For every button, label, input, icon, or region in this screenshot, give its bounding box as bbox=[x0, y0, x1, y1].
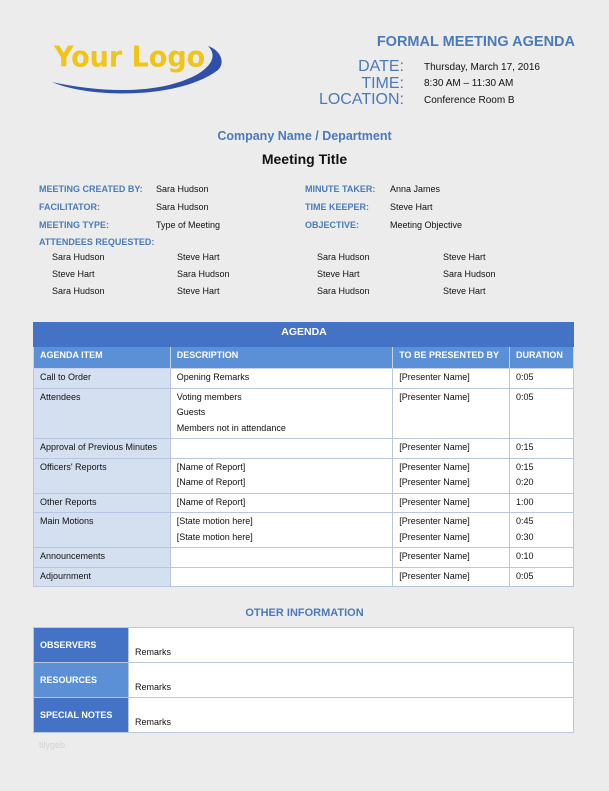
description-cell-line: Opening Remarks bbox=[176, 372, 250, 382]
duration-cell-line: 1:00 bbox=[515, 496, 534, 507]
attendee: Steve Hart bbox=[177, 286, 220, 296]
column-header-duration: DURATION bbox=[509, 347, 573, 369]
attendee: Steve Hart bbox=[317, 269, 360, 279]
created-by-label: MEETING CREATED BY: bbox=[39, 184, 143, 194]
agenda-item-text: Adjournment bbox=[40, 570, 92, 581]
description-cell bbox=[170, 513, 392, 548]
presenter-cell bbox=[393, 439, 510, 459]
description-cell bbox=[170, 369, 392, 389]
agenda-item-text: Attendees bbox=[40, 391, 81, 402]
presenter-cell-line: [Presenter Name] bbox=[399, 477, 470, 487]
table-row bbox=[34, 513, 574, 548]
attendee: Sara Hudson bbox=[443, 269, 496, 279]
presenter-cell bbox=[393, 567, 510, 587]
duration-cell bbox=[509, 567, 573, 587]
description-cell bbox=[170, 388, 392, 439]
meeting-type-label: MEETING TYPE: bbox=[39, 220, 110, 230]
duration-cell-line: 0:05 bbox=[515, 570, 534, 581]
attendee: Steve Hart bbox=[443, 252, 486, 262]
special-notes-label: SPECIAL NOTES bbox=[34, 698, 129, 733]
header-detail-labels bbox=[318, 58, 414, 109]
presenter-cell-line: [Presenter Name] bbox=[399, 516, 470, 526]
time-keeper-value: Steve Hart bbox=[390, 202, 433, 212]
agenda-item-cell bbox=[34, 388, 171, 439]
presenter-cell bbox=[393, 458, 510, 493]
duration-cell-line: 0:15 bbox=[515, 461, 534, 472]
description-cell-line: [State motion here] bbox=[176, 531, 253, 542]
agenda-item-text: Other Reports bbox=[40, 496, 97, 507]
other-info-row bbox=[34, 663, 574, 698]
agenda-item-cell bbox=[34, 493, 171, 513]
duration-cell bbox=[509, 493, 573, 513]
agenda-item-cell bbox=[34, 567, 171, 587]
time-label: TIME: bbox=[361, 74, 404, 92]
attendee: Sara Hudson bbox=[52, 286, 105, 296]
table-row bbox=[34, 458, 574, 493]
agenda-item-cell bbox=[34, 548, 171, 568]
agenda-item-text: Officers' Reports bbox=[40, 461, 107, 472]
column-header-description: DESCRIPTION bbox=[170, 347, 392, 369]
table-row bbox=[34, 369, 574, 389]
minute-taker-label: MINUTE TAKER: bbox=[305, 184, 376, 194]
presenter-cell-line: [Presenter Name] bbox=[399, 496, 470, 507]
agenda-item-cell bbox=[34, 369, 171, 389]
description-cell bbox=[170, 567, 392, 587]
facilitator-value: Sara Hudson bbox=[156, 202, 209, 212]
facilitator-label: FACILITATOR: bbox=[39, 202, 100, 212]
attendee: Steve Hart bbox=[177, 252, 220, 262]
presenter-cell-line: [Presenter Name] bbox=[399, 551, 470, 561]
presenter-cell bbox=[393, 388, 510, 439]
duration-cell-line: 0:05 bbox=[515, 372, 534, 382]
column-header-agenda-item: AGENDA ITEM bbox=[34, 347, 171, 369]
document-title: FORMAL MEETING AGENDA bbox=[376, 34, 575, 50]
special-notes-remarks: Remarks bbox=[129, 698, 574, 733]
attendees-label: ATTENDEES REQUESTED: bbox=[39, 237, 155, 247]
time-value: 8:30 AM – 11:30 AM bbox=[424, 78, 514, 90]
attendee: Sara Hudson bbox=[317, 252, 370, 262]
table-row bbox=[34, 567, 574, 587]
duration-cell-line: 0:30 bbox=[515, 531, 534, 542]
agenda-rows bbox=[34, 369, 574, 587]
attendee: Sara Hudson bbox=[317, 286, 370, 296]
agenda-item-text: Main Motions bbox=[40, 516, 94, 526]
duration-cell-line: 0:15 bbox=[515, 442, 534, 452]
description-cell-line bbox=[177, 442, 387, 458]
duration-cell-line: 0:45 bbox=[515, 516, 534, 526]
agenda-item-cell bbox=[34, 439, 171, 459]
agenda-table bbox=[33, 322, 574, 587]
presenter-cell-line: [Presenter Name] bbox=[399, 531, 470, 542]
attendee: Steve Hart bbox=[52, 269, 95, 279]
objective-value: Meeting Objective bbox=[390, 220, 463, 230]
table-row bbox=[34, 493, 574, 513]
created-by-value: Sara Hudson bbox=[156, 184, 209, 194]
attendee: Sara Hudson bbox=[52, 252, 105, 262]
agenda-item-text: Call to Order bbox=[40, 372, 92, 382]
company-name: Company Name / Department bbox=[217, 129, 392, 143]
description-cell-line: Guests bbox=[176, 407, 206, 417]
observers-label: OBSERVERS bbox=[34, 628, 129, 663]
duration-cell bbox=[509, 369, 573, 389]
description-cell bbox=[170, 439, 392, 459]
agenda-item-text: Approval of Previous Minutes bbox=[40, 442, 158, 452]
agenda-item-text: Announcements bbox=[40, 551, 106, 561]
table-row bbox=[34, 388, 574, 439]
agenda-table-title: AGENDA bbox=[34, 323, 574, 347]
resources-remarks: Remarks bbox=[129, 663, 574, 698]
duration-cell-line: 0:05 bbox=[515, 391, 534, 402]
other-info-title: OTHER INFORMATION bbox=[245, 607, 364, 619]
description-cell-line: [Name of Report] bbox=[176, 461, 246, 472]
duration-cell-line: 0:20 bbox=[515, 477, 534, 487]
description-cell-line bbox=[177, 551, 387, 567]
description-cell bbox=[170, 493, 392, 513]
watermark: tilygeb bbox=[39, 740, 66, 750]
other-info-row bbox=[34, 698, 574, 733]
observers-remarks: Remarks bbox=[129, 628, 574, 663]
meeting-title: Meeting Title bbox=[261, 151, 348, 167]
duration-cell bbox=[509, 439, 573, 459]
date-value: Thursday, March 17, 2016 bbox=[424, 61, 540, 73]
presenter-cell-line: [Presenter Name] bbox=[399, 570, 470, 581]
objective-label: OBJECTIVE: bbox=[305, 220, 360, 230]
table-row bbox=[34, 548, 574, 568]
date-label: DATE: bbox=[358, 58, 404, 76]
attendee: Sara Hudson bbox=[177, 269, 230, 279]
minute-taker-value: Anna James bbox=[390, 184, 441, 194]
description-cell-line: [State motion here] bbox=[176, 516, 253, 526]
header-detail-values bbox=[424, 59, 540, 109]
description-cell-line: Members not in attendance bbox=[176, 422, 286, 433]
description-cell bbox=[170, 458, 392, 493]
duration-cell bbox=[509, 388, 573, 439]
duration-cell bbox=[509, 458, 573, 493]
description-cell-line: [Name of Report] bbox=[176, 496, 246, 507]
presenter-cell-line: [Presenter Name] bbox=[399, 372, 470, 382]
description-cell bbox=[170, 548, 392, 568]
agenda-item-cell bbox=[34, 458, 171, 493]
duration-cell-line: 0:10 bbox=[515, 551, 534, 561]
company-logo bbox=[48, 40, 228, 100]
description-cell-line: [Name of Report] bbox=[176, 477, 246, 487]
description-cell-line: Voting members bbox=[176, 391, 242, 402]
other-info-table bbox=[33, 627, 574, 733]
duration-cell bbox=[509, 548, 573, 568]
meeting-type-value: Type of Meeting bbox=[156, 220, 221, 230]
location-label: LOCATION: bbox=[318, 91, 404, 109]
other-info-row bbox=[34, 628, 574, 663]
column-header-presenter: TO BE PRESENTED BY bbox=[393, 347, 510, 369]
presenter-cell-line: [Presenter Name] bbox=[399, 461, 470, 472]
presenter-cell-line: [Presenter Name] bbox=[399, 442, 470, 452]
presenter-cell bbox=[393, 369, 510, 389]
description-cell-line bbox=[177, 571, 387, 587]
logo-text: Your Logo bbox=[54, 41, 206, 74]
duration-cell bbox=[509, 513, 573, 548]
location-value: Conference Room B bbox=[424, 94, 515, 106]
time-keeper-label: TIME KEEPER: bbox=[305, 202, 370, 212]
resources-label: RESOURCES bbox=[34, 663, 129, 698]
presenter-cell-line: [Presenter Name] bbox=[399, 391, 470, 402]
attendee: Steve Hart bbox=[443, 286, 486, 296]
table-row bbox=[34, 439, 574, 459]
agenda-item-cell bbox=[34, 513, 171, 548]
presenter-cell bbox=[393, 548, 510, 568]
presenter-cell bbox=[393, 493, 510, 513]
presenter-cell bbox=[393, 513, 510, 548]
